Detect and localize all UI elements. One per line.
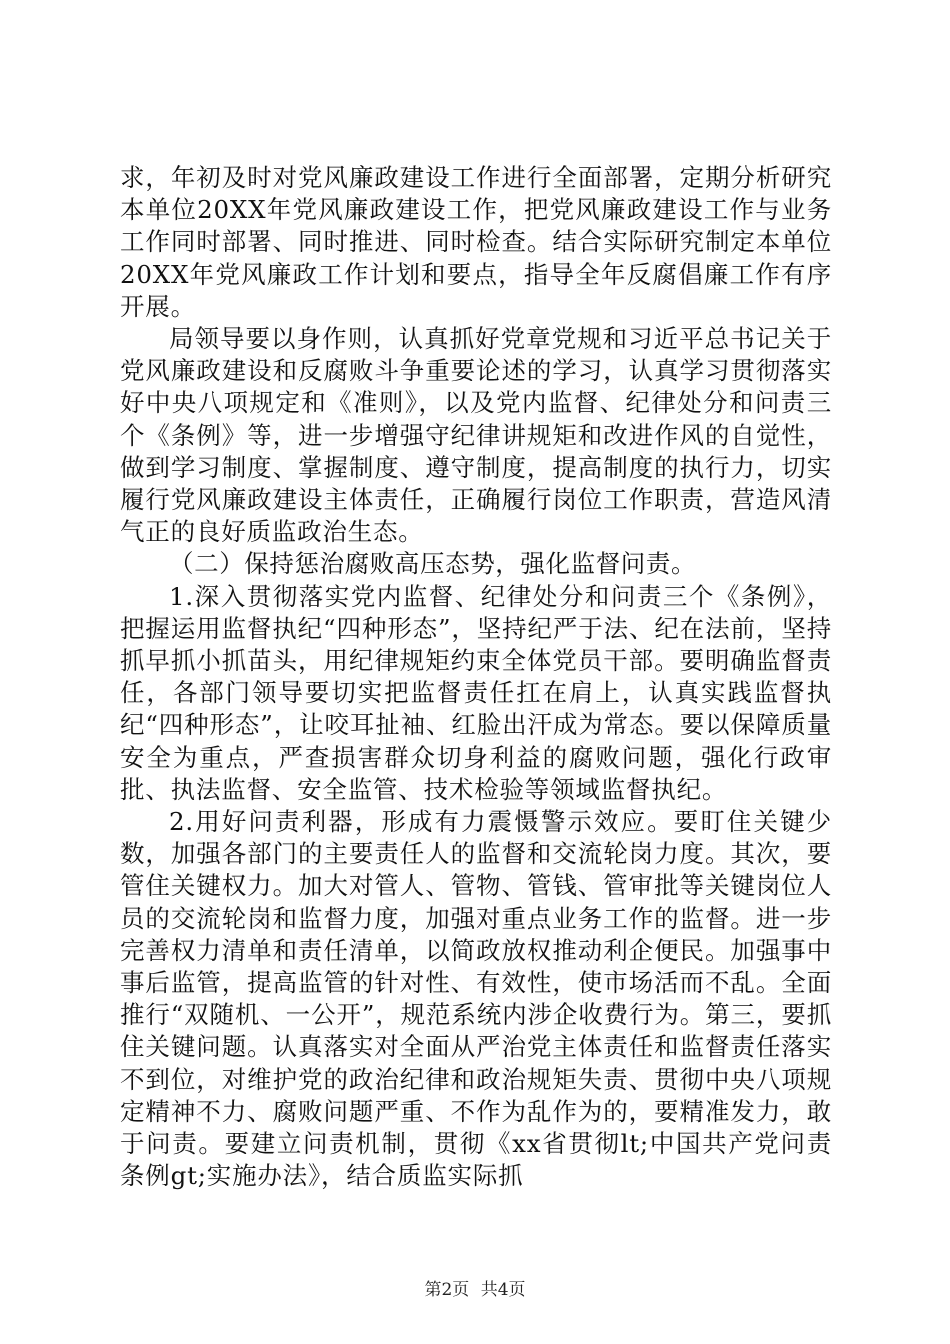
page-total: 共4页	[480, 1280, 526, 1300]
section-heading: （二）保持惩治腐败高压态势，强化监督问责。	[169, 549, 697, 579]
paragraph-leadership: 局领导要以身作则，认真抓好党章党规和习近平总书记关于党风廉政建设和反腐败斗争重要论述的学习，认真学习贯彻落实好中央八项规定和《准则》，以及党内监督、纪律处分和问责三个《条例》等，进一步增强守纪律讲规矩和改进作风的自觉性，做到学习制度、掌握制度、遵守制度，提高制度的执行力，切实履行党风廉政建设主体责任，正确履行岗位工作职责，营造风清气正的良好质监政治生态。	[120, 324, 832, 547]
paragraph-item-2: 2.用好问责利器，形成有力震慑警示效应。要盯住关键少数，加强各部门的主要责任人的监督和交流轮岗力度。其次，要管住关键权力。加大对管人、管物、管钱、管审批等关键岗位人员的交流轮岗和监督力度，加强对重点业务工作的监督。进一步完善权力清单和责任清单，以简政放权推动利企便民。加强事中事后监管，提高监管的针对性、有效性，使市场活而不乱。全面推行“双随机、一公开”，规范系统内涉企收费行为。第三，要抓住关键问题。认真落实对全面从严治党主体责任和监督责任落实不到位，对维护党的政治纪律和政治规矩失责、贯彻中央八项规定精神不力、腐败问题严重、不作为乱作为的，要精准发力，敢于问责。要建立问责机制，贯彻《xx省贯彻lt;中国共产党问责条例gt;实施办法》，结合质监实际抓	[120, 807, 832, 1191]
page-footer	[0, 1275, 950, 1300]
document-body	[120, 162, 832, 1193]
page-number: 第2页	[424, 1280, 470, 1300]
paragraph-item-1: 1.深入贯彻落实党内监督、纪律处分和问责三个《条例》，把握运用监督执纪“四种形态”，坚持纪严于法、纪在法前，坚持抓早抓小抓苗头，用纪律规矩约束全体党员干部。要明确监督责任，各部门领导要切实把监督责任扛在肩上，认真实践监督执纪“四种形态”，让咬耳扯袖、红脸出汗成为常态。要以保障质量安全为重点，严查损害群众切身利益的腐败问题，强化行政审批、执法监督、安全监管、技术检验等领域监督执纪。	[120, 581, 832, 804]
paragraph-continuation: 求，年初及时对党风廉政建设工作进行全面部署，定期分析研究本单位20XX年党风廉政建设工作，把党风廉政建设工作与业务工作同时部署、同时推进、同时检查。结合实际研究制定本单位20XX年党风廉政工作计划和要点，指导全年反腐倡廉工作有序开展。	[120, 163, 832, 321]
